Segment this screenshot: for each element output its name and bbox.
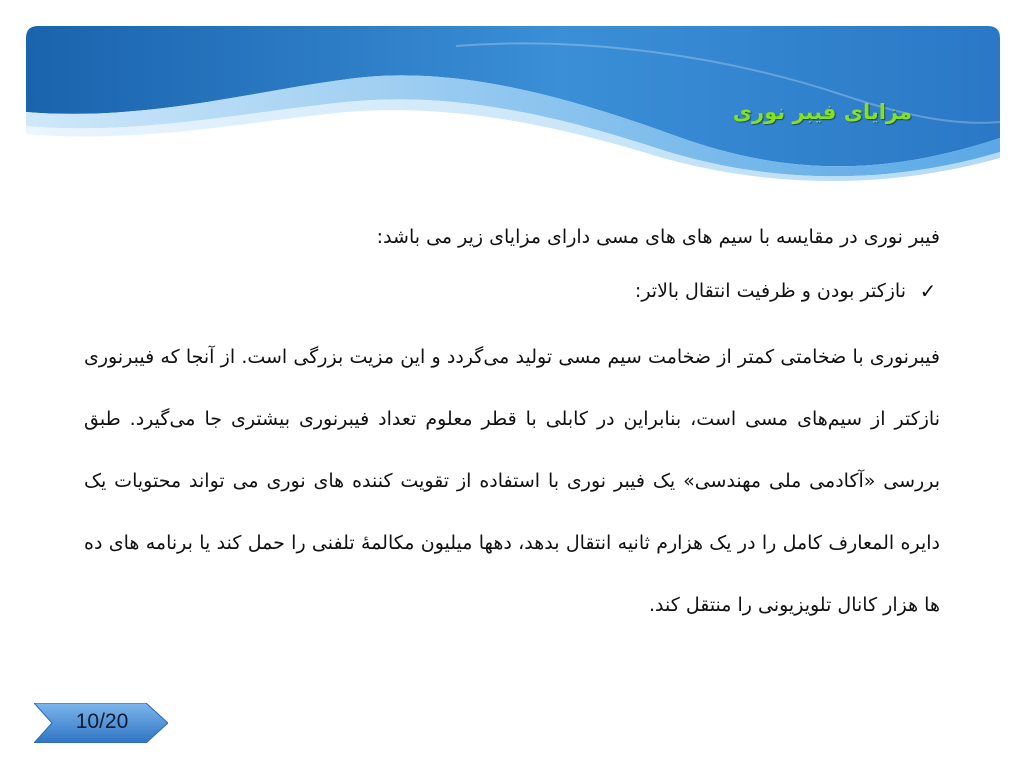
checkmark-icon: ✓ bbox=[919, 279, 937, 303]
page-number: 10/20 bbox=[75, 710, 129, 733]
bullet-text: نازکتر بودن و ظرفیت انتقال بالاتر: bbox=[634, 280, 906, 302]
page-indicator bbox=[34, 703, 168, 743]
intro-text: فیبر نوری در مقایسه با سیم های های مسی دارای مزایای زیر می باشد: bbox=[376, 226, 940, 248]
bullet-item bbox=[84, 276, 940, 306]
content-area bbox=[84, 222, 940, 636]
slide-title: مزایای فیبر نوری bbox=[732, 100, 912, 124]
body-paragraph: فیبرنوری با ضخامتی کمتر از ضخامت سیم مسی تولید می‌گردد و این مزیت بزرگی است. از آنجا که فیبرنوری نازکتر از سیم‌های مسی است، بنابراین در کابلی با قطر معلوم تعداد فیبرنوری بیشتری جا می‌گیرد. طبق بررسی «آکادمی ملی مهندسی» یک فیبر نوری با استفاده از تقویت کننده های نوری می تواند محتویات یک دایره المعارف کامل را در یک هزارم ثانیه انتقال بدهد، دهها میلیون مکالمهٔ تلفنی را حمل کند یا برنامه های ده ها هزار کانال تلویزیونی را منتقل کند. bbox=[84, 346, 940, 616]
header-banner bbox=[26, 26, 1000, 186]
